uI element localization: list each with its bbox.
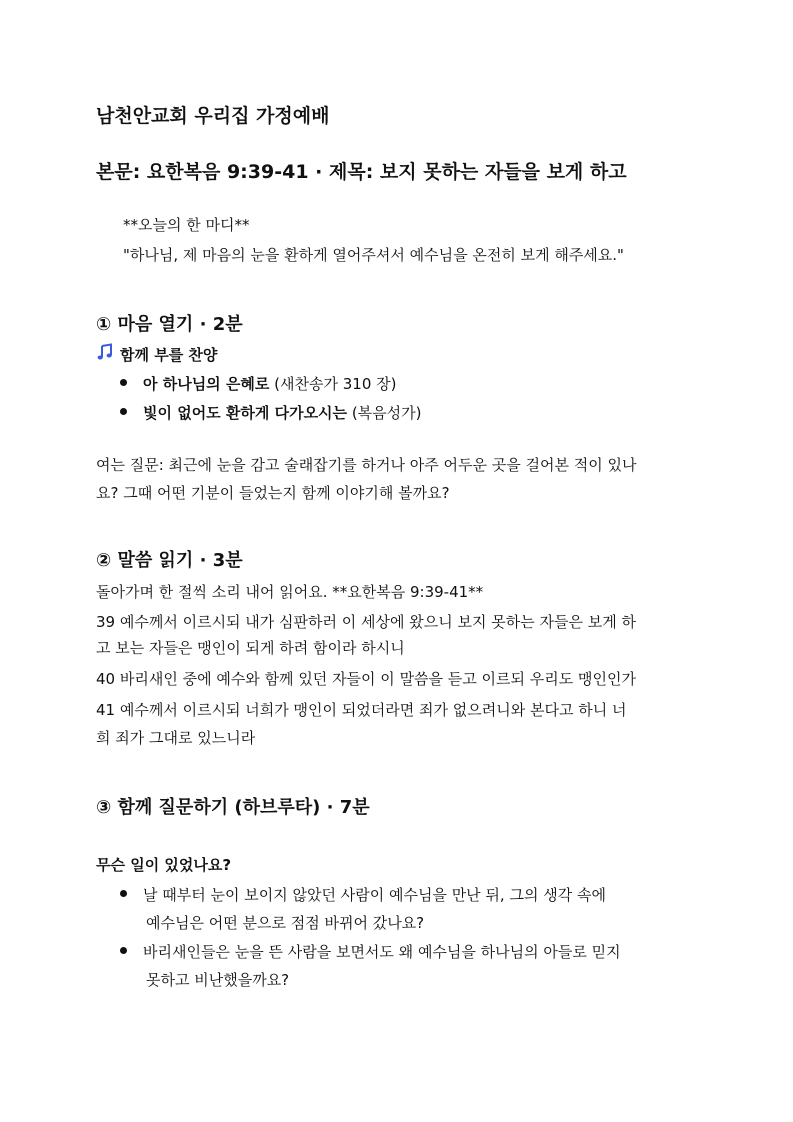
song-source: (복음성가) <box>351 404 422 422</box>
sermon-title: 본문: 요한복음 9:39-41 · 제목: 보지 못하는 자들을 보게 하고 <box>96 161 627 183</box>
song-header-label: 함께 부를 찬양 <box>120 346 218 364</box>
section3-subtitle: 무슨 일이 있었나요? <box>96 856 232 874</box>
verse-40: 40 바리새인 중에 예수와 함께 있던 자들이 이 말씀을 듣고 이르되 우리도 맹인인가 <box>96 670 636 688</box>
song-source: (새찬송가 310 장) <box>274 375 397 393</box>
verse-39-line: 고 보는 자들은 맹인이 되게 하려 함이라 하시니 <box>96 639 405 657</box>
section1-title: ① 마음 열기 · 2분 <box>96 314 243 335</box>
question-text: 바리새인들은 눈을 뜬 사람을 보면서도 왜 예수님을 하나님의 아들로 믿지 <box>143 943 621 961</box>
church-title: 남천안교회 우리집 가정예배 <box>96 105 330 127</box>
opening-question-line: 요? 그때 어떤 기분이 들었는지 함께 이야기해 볼까요? <box>96 484 450 502</box>
question-item <box>120 941 621 962</box>
question-text: 날 때부터 눈이 보이지 않았던 사람이 예수님을 만난 뒤, 그의 생각 속에 <box>143 886 606 904</box>
song-header <box>96 344 217 367</box>
verse-39-line: 39 예수께서 이르시되 내가 심판하러 이 세상에 왔으니 보지 못하는 자들은 보게 하 <box>96 613 636 631</box>
song-item <box>120 373 396 394</box>
verse-41-line: 희 죄가 그대로 있느니라 <box>96 729 256 747</box>
question-text-cont: 못하고 비난했을까요? <box>146 971 290 989</box>
song-name: 빛이 없어도 환하게 다가오시는 <box>143 404 348 422</box>
today-word-label: **오늘의 한 마디** <box>123 216 250 234</box>
question-item <box>120 884 606 905</box>
reading-intro: 돌아가며 한 절씩 소리 내어 읽어요. **요한복음 9:39-41** <box>96 583 484 601</box>
question-text-cont: 예수님은 어떤 분으로 점점 바뀌어 갔나요? <box>146 914 425 932</box>
song-item <box>120 402 422 423</box>
verse-41-line: 41 예수께서 이르시되 너희가 맹인이 되었더라면 죄가 없으려니와 본다고 하니 너 <box>96 701 627 719</box>
section3-title: ③ 함께 질문하기 (하브루타) · 7분 <box>96 797 370 818</box>
today-word-text: "하나님, 제 마음의 눈을 환하게 열어주셔서 예수님을 온전히 보게 해주세요." <box>123 246 624 264</box>
song-name: 아 하나님의 은혜로 <box>143 375 270 393</box>
music-note-icon <box>96 343 114 365</box>
section2-title: ② 말씀 읽기 · 3분 <box>96 550 243 571</box>
opening-question-line: 여는 질문: 최근에 눈을 감고 술래잡기를 하거나 아주 어두운 곳을 걸어본 적이 있나 <box>96 456 637 474</box>
